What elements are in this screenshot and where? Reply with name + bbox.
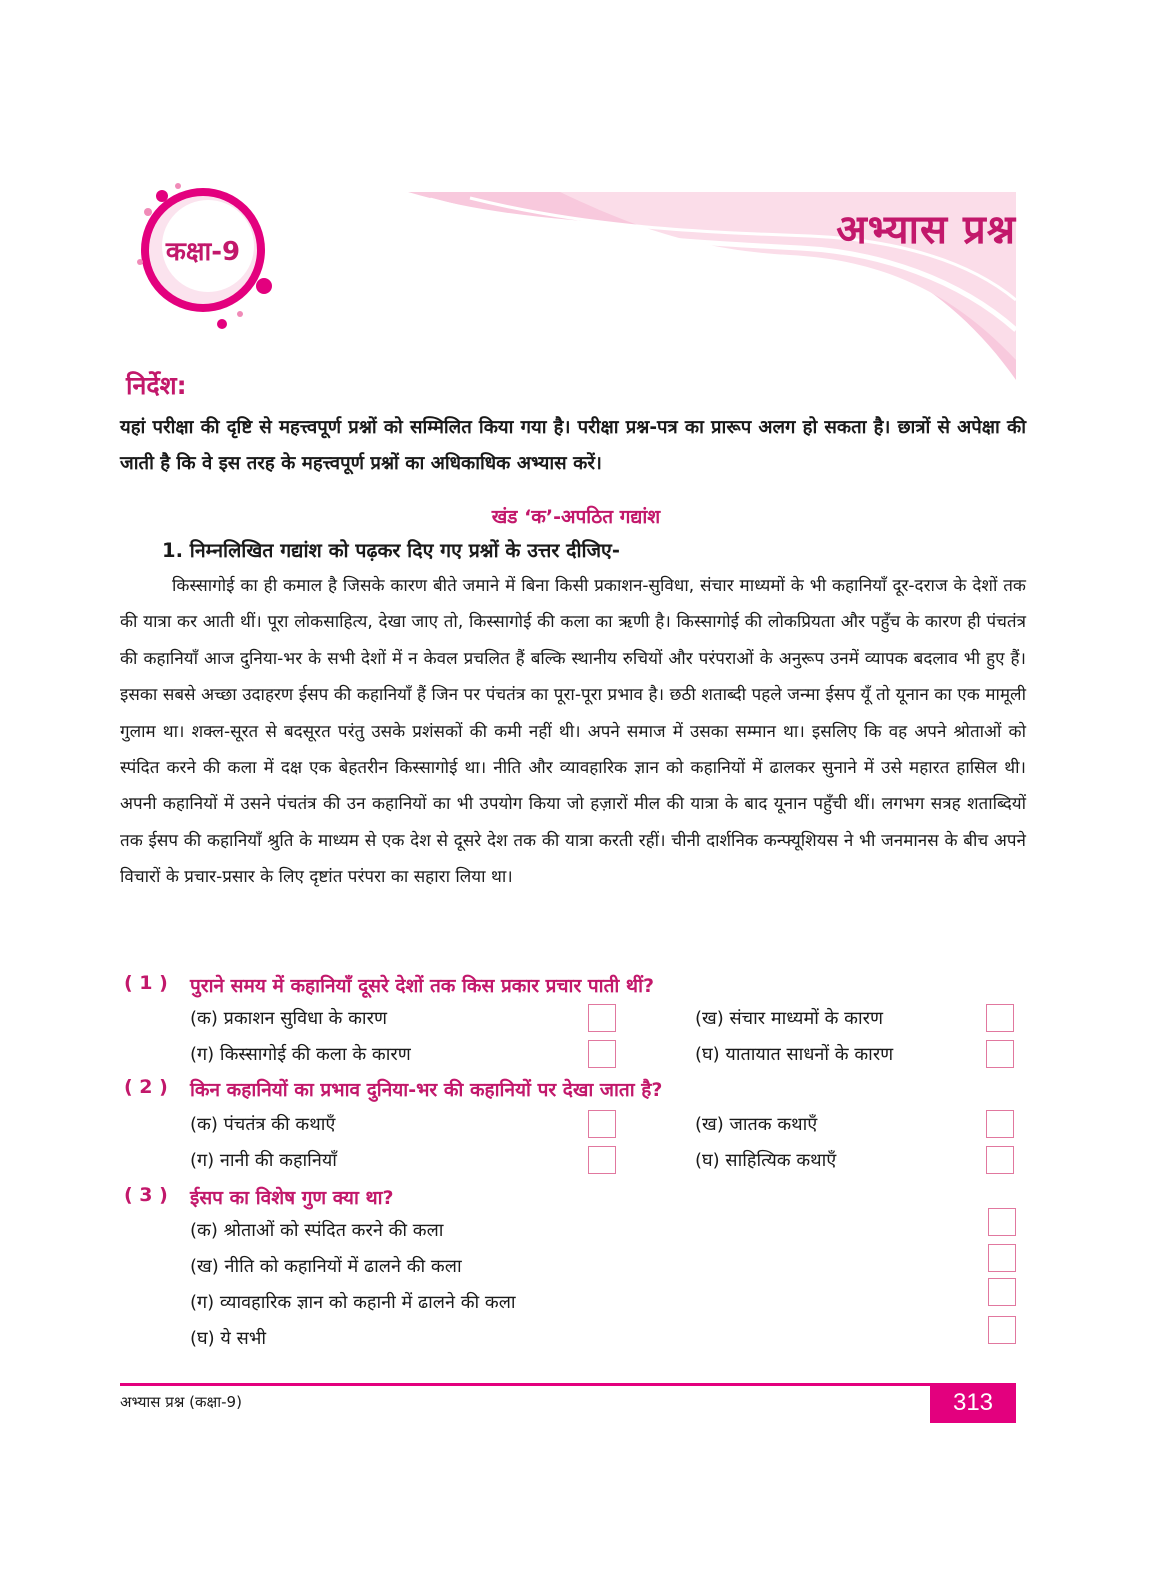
footer-text: अभ्यास प्रश्न (कक्षा-9) (120, 1393, 242, 1411)
question-number: ( 3 ) (124, 1184, 168, 1206)
question-number: ( 1 ) (124, 972, 168, 994)
answer-checkbox[interactable] (988, 1244, 1016, 1272)
option-text: (ग) नानी की कहानियाँ (190, 1150, 337, 1171)
question-text: ईसप का विशेष गुण क्या था? (190, 1187, 394, 1209)
directive-label: निर्देश: (126, 371, 187, 400)
answer-checkbox[interactable] (588, 1004, 616, 1032)
answer-checkbox[interactable] (588, 1110, 616, 1138)
option-text: (ख) जातक कथाएँ (695, 1114, 818, 1135)
badge-dot (144, 208, 152, 216)
badge-dot (156, 190, 168, 202)
page-title: अभ्यास प्रश्न (836, 207, 1016, 253)
badge-dot (237, 311, 243, 317)
option-text: (क) श्रोताओं को स्पंदित करने की कला (190, 1220, 444, 1241)
option-text: (ग) व्यावहारिक ज्ञान को कहानी में ढालने की कला (190, 1292, 516, 1313)
question-number: ( 2 ) (124, 1076, 168, 1098)
answer-checkbox[interactable] (988, 1278, 1016, 1306)
option-text: (घ) साहित्यिक कथाएँ (695, 1150, 837, 1171)
answer-checkbox[interactable] (988, 1316, 1016, 1344)
answer-checkbox[interactable] (986, 1146, 1014, 1174)
answer-checkbox[interactable] (588, 1146, 616, 1174)
option-text: (क) प्रकाशन सुविधा के कारण (190, 1008, 387, 1029)
answer-checkbox[interactable] (986, 1040, 1014, 1068)
page-number: 313 (930, 1383, 1016, 1423)
option-text: (क) पंचतंत्र की कथाएँ (190, 1114, 336, 1135)
class-badge: कक्षा-9 (165, 237, 241, 267)
answer-checkbox[interactable] (986, 1110, 1014, 1138)
option-text: (घ) यातायात साधनों के कारण (695, 1044, 894, 1065)
section-title: खंड ‘क’-अपठित गद्यांश (491, 506, 661, 528)
answer-checkbox[interactable] (986, 1004, 1014, 1032)
answer-checkbox[interactable] (988, 1208, 1016, 1236)
question-text: पुराने समय में कहानियाँ दूसरे देशों तक किस प्रकार प्रचार पाती थीं? (190, 975, 655, 997)
question-text: किन कहानियों का प्रभाव दुनिया-भर की कहानियों पर देखा जाता है? (190, 1079, 663, 1101)
answer-checkbox[interactable] (588, 1040, 616, 1068)
option-text: (घ) ये सभी (190, 1328, 267, 1349)
question-instruction: 1. निम्नलिखित गद्यांश को पढ़कर दिए गए प्रश्नों के उत्तर दीजिए- (162, 539, 620, 562)
option-text: (ख) नीति को कहानियों में ढालने की कला (190, 1256, 462, 1277)
badge-dot (256, 278, 272, 294)
passage (120, 568, 1026, 896)
option-text: (ख) संचार माध्यमों के कारण (695, 1008, 884, 1029)
directive-text: यहां परीक्षा की दृष्टि से महत्त्वपूर्ण प्रश्नों को सम्मिलित किया गया है। परीक्षा प्रश्न-पत्र का प्रारूप अलग हो सकता है। छात्रों से अपेक्षा की जाती है कि वे इस तरह के महत्त्वपूर्ण प्रश्नों का अधिकाधिक अभ्यास करें। (120, 417, 1026, 474)
badge-dot (137, 259, 143, 265)
badge-dot (217, 319, 227, 329)
option-text: (ग) किस्सागोई की कला के कारण (190, 1044, 411, 1065)
passage-text: किस्सागोई का ही कमाल है जिसके कारण बीते जमाने में बिना किसी प्रकाशन-सुविधा, संचार माध्यमों के भी कहानियाँ दूर-दराज के देशों तक की यात्रा कर आती थीं। पूरा लोकसाहित्य, देखा जाए तो, किस्सागोई की कला का ऋणी है। किस्सागोई की लोकप्रियता और पहुँच के कारण ही पंचतंत्र की कहानियाँ आज दुनिया-भर के सभी देशों में न केवल प्रचलित हैं बल्कि स्थानीय रुचियों और परंपराओं के अनुरूप उनमें व्यापक बदलाव भी हुए हैं। इसका सबसे अच्छा उदाहरण ईसप की कहानियाँ हैं जिन पर पंचतंत्र का पूरा-पूरा प्रभाव है। छठी शताब्दी पहले जन्मा ईसप यूँ तो यूनान का एक मामूली गुलाम था। शक्ल-सूरत से बदसूरत परंतु उसके प्रशंसकों की कमी नहीं थी। अपने समाज में उसका सम्मान था। इसलिए कि वह अपने श्रोताओं को स्पंदित करने की कला में दक्ष एक बेहतरीन किस्सागोई था। नीति और व्यावहारिक ज्ञान को कहानियों में ढालकर सुनाने में उसे महारत हासिल थी। अपनी कहानियों में उसने पंचतंत्र की उन कहानियों का भी उपयोग किया जो हज़ारों मील की यात्रा के बाद यूनान पहुँची थीं। लगभग सत्रह शताब्दियों तक ईसप की कहानियाँ श्रुति के माध्यम से एक देश से दूसरे देश तक की यात्रा करती रहीं। चीनी दार्शनिक कन्फ्यूशियस ने भी जनमानस के बीच अपने विचारों के प्रचार-प्रसार के लिए दृष्टांत परंपरा का सहारा लिया था। (120, 576, 1026, 888)
badge-dot (175, 183, 181, 189)
footer-divider (120, 1383, 1016, 1386)
